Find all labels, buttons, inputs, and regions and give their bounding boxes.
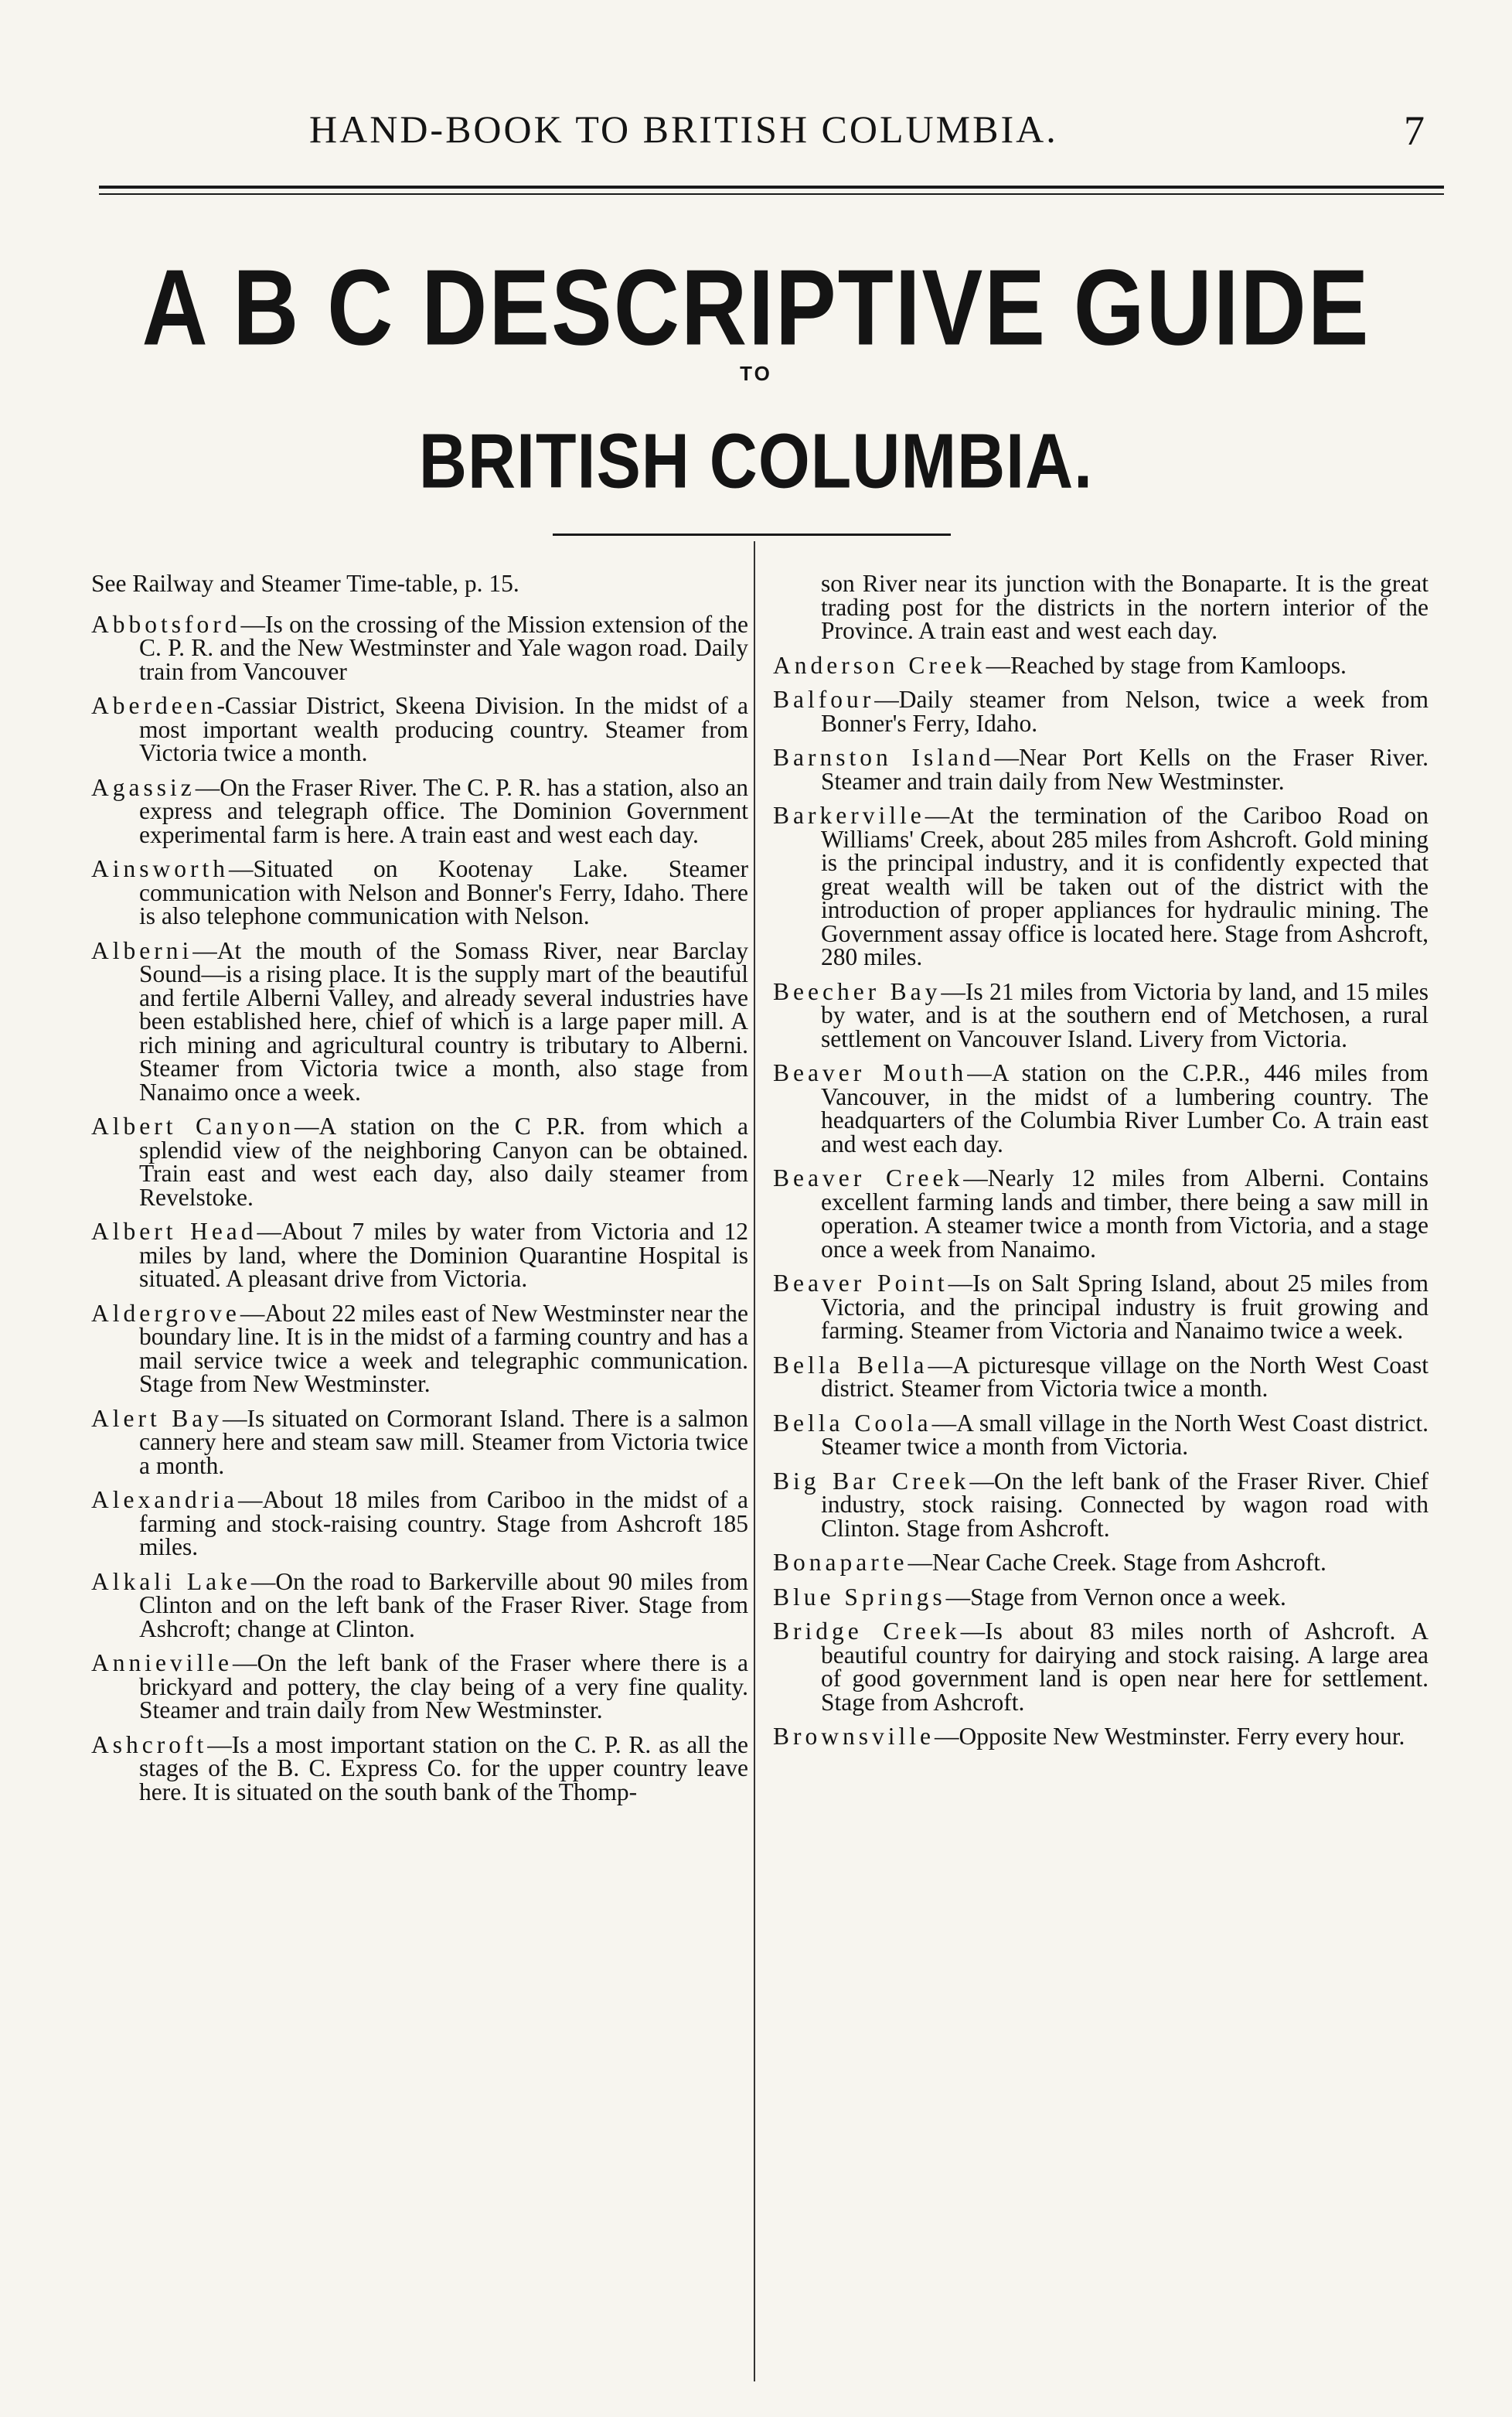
left-column: [91, 572, 748, 1815]
entry-text: —Is on Salt Spring Island, about 25 miles from Victoria, and the principal industry is fruit growing and farming. Steamer from Victoria and Nanaimo twice a week.: [821, 1270, 1429, 1344]
entry-headword: Beaver Mouth: [773, 1059, 968, 1086]
guide-entry: [773, 804, 1429, 970]
entry-text: —On the left bank of the Fraser where there is a brickyard and pottery, the clay being of a very fine quality. Steamer and train daily from New Westminster.: [139, 1649, 748, 1723]
entry-headword: Balfour: [773, 686, 875, 713]
entry-text: —Is 21 miles from Victoria by land, and 15 miles by water, and is at the southern end of Metchosen, a rural settlement on Vancouver Island. Livery from Victoria.: [821, 977, 1429, 1052]
guide-entry: [773, 1409, 1429, 1460]
guide-entry: [91, 773, 748, 848]
guide-entry: [773, 1467, 1429, 1542]
intro-note: See Railway and Steamer Time-table, p. 15.: [91, 570, 519, 597]
entry-headword: Blue Springs: [773, 1583, 946, 1611]
title-connector: TO: [740, 362, 772, 385]
guide-entry: [91, 1299, 748, 1397]
entry-text: —On the left bank of the Fraser River. Chief industry, stock raising. Connected by wagon road with Clinton. Stage from Ashcroft.: [821, 1467, 1429, 1542]
entry-text: —Daily steamer from Nelson, twice a week from Bonner's Ferry, Idaho.: [821, 686, 1429, 737]
title-rule: [553, 534, 951, 536]
entry-headword: Barnston Island: [773, 744, 995, 771]
guide-entry: [91, 1567, 748, 1642]
guide-entry: [91, 694, 748, 765]
guide-entry: [91, 936, 748, 1106]
running-head: [93, 107, 1435, 153]
right-entry-list: [773, 651, 1429, 1750]
entry-headword: Aberdeen: [91, 692, 217, 719]
page-subtitle: BRITISH COLUMBIA.: [418, 418, 1094, 505]
entry-text: —About 18 miles from Cariboo in the midst of a farming and stock-raising country. Stage from Ashcroft 185 miles.: [139, 1486, 748, 1560]
entry-headword: Ashcroft: [91, 1730, 208, 1758]
entry-text: —Opposite New Westminster. Ferry every hour.: [935, 1723, 1405, 1750]
entry-headword: Aldergrove: [91, 1299, 240, 1327]
guide-entry: [773, 1725, 1429, 1749]
entry-text: —A small village in the North West Coast district. Steamer twice a month from Victoria.: [821, 1409, 1429, 1460]
guide-entry: [773, 1551, 1429, 1575]
page-title: A B C DESCRIPTIVE GUIDE: [141, 247, 1371, 369]
running-title: HAND-BOOK TO BRITISH COLUMBIA.: [309, 107, 1058, 151]
entry-headword: Bella Bella: [773, 1351, 928, 1379]
guide-entry: [773, 1164, 1429, 1263]
entry-headword: Alert Bay: [91, 1404, 223, 1432]
entry-headword: Alexandria: [91, 1486, 238, 1513]
entry-headword: Alkali Lake: [91, 1567, 251, 1595]
entry-headword: Bella Coola: [773, 1409, 932, 1437]
entry-headword: Abbotsford: [91, 610, 241, 638]
guide-entry: [773, 977, 1429, 1052]
entry-headword: Agassiz: [91, 773, 196, 801]
guide-entry: [773, 688, 1429, 735]
entry-headword: Beaver Point: [773, 1270, 948, 1297]
entry-text: —A picturesque village on the North West Coast district. Steamer from Victoria twice a month.: [821, 1351, 1429, 1402]
entry-text: —Near Port Kells on the Fraser River. Steamer and train daily from New Westminster.: [821, 744, 1429, 795]
entry-text: —Is on the crossing of the Mission extension of the C. P. R. and the New Westminster and Yale wagon road. Daily train from Vancouver: [139, 610, 748, 685]
entry-text: —At the termination of the Cariboo Road on Williams' Creek, about 285 miles from Ashcroft. Gold mining is the principal industry, and it is confidently expected that great wealth will be taken out of the district with the introduction of proper appliances for hydraulic mining. The Government assay office is located here. Stage from Ashcroft, 280 miles.: [821, 802, 1429, 970]
entry-headword: Brownsville: [773, 1723, 935, 1750]
guide-entry: [773, 1583, 1429, 1611]
guide-entry: [91, 1404, 748, 1479]
entry-text: —A station on the C P.R. from which a splendid view of the neighboring Canyon can be obtained. Train east and west each day, also daily steamer from Revelstoke.: [139, 1113, 748, 1211]
guide-entry: [91, 857, 748, 929]
guide-entry: [91, 1488, 748, 1560]
entry-text: —Reached by stage from Kamloops.: [986, 651, 1347, 679]
continued-entry-text: son River near its junction with the Bonaparte. It is the great trading post for the districts in the nortern interior of the Province. A train east and west each day.: [821, 570, 1429, 644]
entry-headword: Ainsworth: [91, 855, 229, 882]
right-column: [773, 572, 1429, 1760]
guide-entry: [91, 610, 748, 685]
guide-entry: [773, 746, 1429, 793]
column-divider: [754, 541, 755, 2381]
entry-headword: Beecher Bay: [773, 977, 942, 1005]
guide-entry: [773, 1272, 1429, 1343]
entry-headword: Barkerville: [773, 802, 925, 829]
guide-entry: [91, 1115, 748, 1209]
left-entry-list: [91, 610, 749, 1805]
entry-text: —Is about 83 miles north of Ashcroft. A beautiful country for dairying and stock raising. A large area of good government land is open near here for settlement. Stage from Ashcroft.: [821, 1618, 1429, 1716]
entry-text: —At the mouth of the Somass River, near Barclay Sound—is a rising place. It is the supply mart of the beautiful and fertile Alberni Valley, and already several industries have been established here, chief of which is a large paper mill. A rich mining and agricultural country is tributary to Alberni. Steamer from Victoria twice a month, also stage from Nanaimo once a week.: [139, 936, 748, 1106]
entry-text: —Stage from Vernon once a week.: [945, 1583, 1286, 1611]
entry-headword: Albert Canyon: [91, 1113, 295, 1140]
entry-headword: Bonaparte: [773, 1549, 908, 1576]
entry-headword: Albert Head: [91, 1218, 257, 1245]
entry-text: —Nearly 12 miles from Alberni. Contains excellent farming lands and timber, there being a saw mill in operation. A steamer twice a month from Victoria, and a stage once a week from Nanaimo.: [821, 1164, 1429, 1263]
entry-text: —Is a most important station on the C. P. R. as all the stages of the B. C. Express Co. for the upper country leave here. It is situated on the south bank of the Thomp-: [139, 1730, 748, 1805]
header-rule-thin: [99, 193, 1444, 195]
guide-entry: [773, 1351, 1429, 1402]
entry-text: —Is situated on Cormorant Island. There is a salmon cannery here and steam saw mill. Steamer from Victoria twice a month.: [139, 1404, 748, 1479]
page-number: 7: [1404, 107, 1427, 154]
entry-text: —On the road to Barkerville about 90 miles from Clinton and on the left bank of the Fraser River. Stage from Ashcroft; change at Clinton.: [139, 1567, 748, 1642]
entry-text: —A station on the C.P.R., 446 miles from Vancouver, in the midst of a lumbering country. The headquarters of the Columbia River Lumber Co. A train east and west each day.: [821, 1059, 1429, 1157]
entry-text: —About 7 miles by water from Victoria and 12 miles by land, where the Dominion Quarantine Hospital is situated. A pleasant drive from Victoria.: [139, 1218, 749, 1292]
guide-entry: [773, 1059, 1429, 1157]
entry-headword: Annieville: [91, 1649, 233, 1676]
entry-headword: Alberni: [91, 936, 193, 964]
guide-entry: [91, 1730, 748, 1805]
header-rule: [99, 186, 1444, 189]
entry-headword: Bridge Creek: [773, 1618, 961, 1645]
guide-entry: [91, 1649, 748, 1723]
entry-text: —Situated on Kootenay Lake. Steamer communication with Nelson and Bonner's Ferry, Idaho. There is also telephone communication with Nelson.: [139, 855, 748, 929]
entry-text: —Near Cache Creek. Stage from Ashcroft.: [908, 1549, 1326, 1576]
entry-text: —On the Fraser River. The C. P. R. has a station, also an express and telegraph office. The Dominion Government experimental farm is here. A train east and west each day.: [139, 773, 748, 848]
guide-entry: [773, 1620, 1429, 1714]
entry-text: —About 22 miles east of New Westminster near the boundary line. It is in the midst of a farming country and has a mail service twice a week and telegraphic communication. Stage from New Westminster.: [139, 1299, 748, 1397]
entry-headword: Beaver Creek: [773, 1164, 964, 1191]
guide-entry: [91, 1220, 748, 1291]
guide-entry: [773, 651, 1429, 679]
entry-text: -Cassiar District, Skeena Division. In the midst of a most important wealth producing country. Steamer from Victoria twice a month.: [139, 692, 748, 766]
entry-headword: Anderson Creek: [773, 651, 986, 679]
entry-headword: Big Bar Creek: [773, 1467, 970, 1495]
